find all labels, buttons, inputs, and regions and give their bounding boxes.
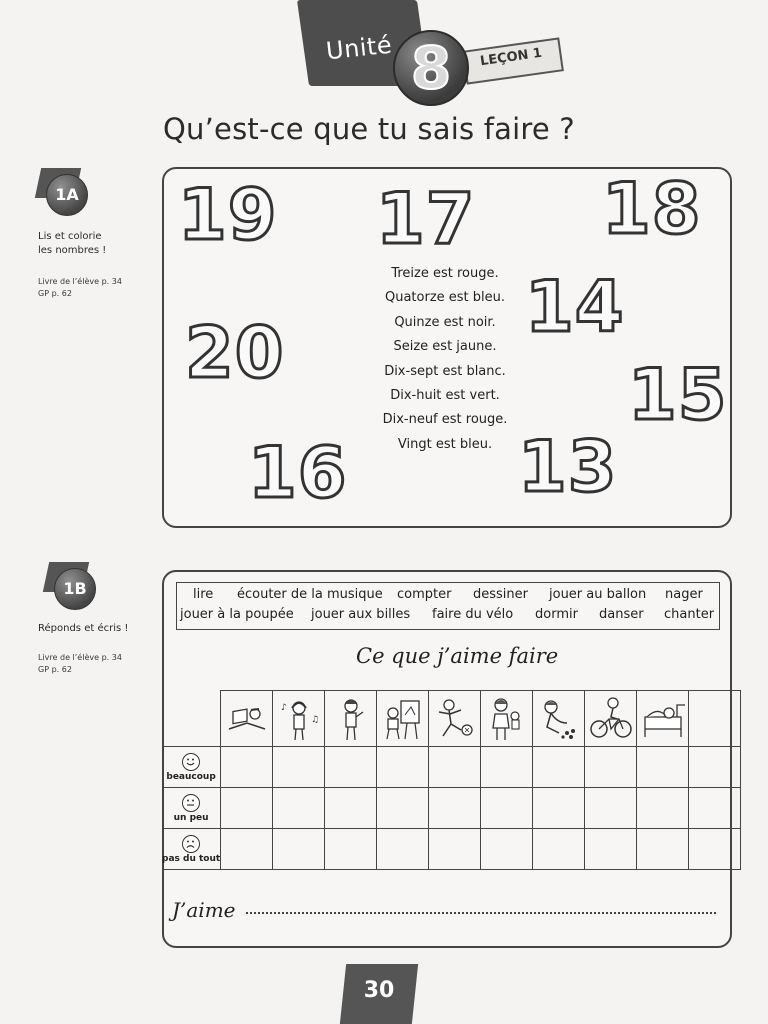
answer-cell[interactable] (637, 829, 689, 870)
picture-cell-empty (689, 691, 741, 747)
table-row (162, 788, 741, 829)
answer-cell[interactable] (689, 829, 741, 870)
picture-cell (637, 691, 689, 747)
instruction-1a: Lis et colorie les nombres ! (38, 231, 107, 256)
answer-cell[interactable] (689, 788, 741, 829)
activity-word: danser (599, 607, 644, 622)
number-17[interactable]: 17 (376, 178, 476, 260)
number-16[interactable]: 16 (248, 432, 348, 514)
table-title: Ce que j’aime faire (356, 644, 559, 668)
picture-cell (429, 691, 481, 747)
picture-cell (377, 691, 429, 747)
answer-cell[interactable] (429, 829, 481, 870)
happy-face-icon (182, 753, 200, 771)
activity-word: nager (665, 587, 703, 602)
number-18[interactable]: 18 (602, 168, 702, 250)
picture-cell (585, 691, 637, 747)
answer-cell[interactable] (585, 747, 637, 788)
activity-word: écouter de la musique (237, 587, 383, 602)
answer-cell[interactable] (273, 747, 325, 788)
sad-face-icon (182, 835, 200, 853)
answer-cell[interactable] (377, 788, 429, 829)
activity-word: chanter (664, 607, 715, 622)
picture-cell (481, 691, 533, 747)
answer-cell[interactable] (533, 747, 585, 788)
answer-cell[interactable] (325, 829, 377, 870)
activity-word-box (176, 582, 720, 630)
number-14[interactable]: 14 (525, 266, 625, 348)
instruction-1b: Réponds et écris ! (38, 623, 129, 634)
corner-cell (162, 691, 221, 747)
activity-word: jouer à la poupée (180, 607, 294, 622)
picture-cell (325, 691, 377, 747)
reference-1a: Livre de l’élève p. 34 GP p. 62 (38, 277, 122, 298)
reference-1b: Livre de l’élève p. 34 GP p. 62 (38, 653, 122, 674)
sentence: Treize est rouge. (391, 266, 499, 281)
answer-cell[interactable] (377, 829, 429, 870)
page-number: 30 (363, 978, 395, 1003)
answer-cell[interactable] (533, 829, 585, 870)
activity-word: jouer aux billes (311, 607, 411, 622)
number-19[interactable]: 19 (178, 174, 278, 256)
svg-text:♪: ♪ (280, 702, 287, 713)
neutral-face-icon (182, 794, 200, 812)
picture-cell (533, 691, 585, 747)
page-title: Qu’est-ce que tu sais faire ? (163, 112, 575, 146)
number-13[interactable]: 13 (518, 426, 618, 508)
answer-cell[interactable] (637, 788, 689, 829)
sentence: Vingt est bleu. (397, 436, 493, 452)
drawing-icon (377, 691, 428, 746)
answer-cell[interactable] (273, 829, 325, 870)
answer-cell[interactable] (429, 788, 481, 829)
answer-prompt: J’aime (172, 898, 236, 922)
sentence: Dix-huit est vert. (390, 388, 500, 404)
answer-cell[interactable] (481, 829, 533, 870)
row-label: un peu (162, 788, 221, 829)
reading-icon (221, 691, 272, 746)
answer-cell[interactable] (585, 829, 637, 870)
music-icon (273, 691, 324, 746)
picture-cell (273, 691, 325, 747)
answer-cell[interactable] (377, 747, 429, 788)
answer-cell[interactable] (325, 747, 377, 788)
sentence: Quatorze est bleu. (384, 290, 506, 306)
activity-word: lire (193, 587, 214, 602)
answer-cell[interactable] (221, 788, 273, 829)
lesson-label: LEÇON 1 (479, 45, 543, 70)
table-row (162, 829, 741, 870)
number-15[interactable]: 15 (628, 354, 728, 436)
answer-cell[interactable] (481, 747, 533, 788)
activity-word: dormir (535, 607, 578, 622)
unit-label: Unité (324, 30, 394, 66)
activity-word: compter (397, 587, 452, 602)
football-icon (429, 691, 480, 746)
unit-number: 8 (410, 34, 452, 102)
counting-icon (325, 691, 376, 746)
answer-cell[interactable] (221, 829, 273, 870)
color-instructions (370, 262, 520, 457)
answer-cell[interactable] (429, 747, 481, 788)
picture-row (162, 691, 741, 747)
answer-line[interactable] (246, 912, 716, 914)
answer-cell[interactable] (637, 747, 689, 788)
activity-word: jouer au ballon (549, 587, 647, 602)
answer-cell[interactable] (325, 788, 377, 829)
doll-icon (481, 691, 532, 746)
activity-word: dessiner (473, 587, 528, 602)
sentence: Dix-sept est blanc. (384, 363, 506, 379)
row-label: pas du tout (162, 829, 221, 870)
answer-cell[interactable] (221, 747, 273, 788)
answer-cell[interactable] (273, 788, 325, 829)
sentence: Dix-neuf est rouge. (382, 412, 508, 428)
answer-cell[interactable] (481, 788, 533, 829)
table-row (162, 747, 741, 788)
sentence: Quinze est noir. (394, 314, 496, 330)
number-20[interactable]: 20 (185, 312, 285, 394)
preferences-table (162, 690, 741, 870)
svg-text:♫: ♫ (310, 714, 319, 725)
marbles-icon (533, 691, 584, 746)
sleeping-icon (637, 691, 688, 746)
sentence: Seize est jaune. (393, 339, 497, 355)
picture-cell (221, 691, 273, 747)
row-label: beaucoup (162, 747, 221, 788)
activity-word: faire du vélo (432, 607, 514, 622)
exercise-badge-1b: 1B (46, 562, 102, 606)
answer-cell[interactable] (533, 788, 585, 829)
answer-cell[interactable] (585, 788, 637, 829)
bicycle-icon (585, 691, 636, 746)
exercise-badge-1a: 1A (38, 168, 94, 212)
answer-cell[interactable] (689, 747, 741, 788)
